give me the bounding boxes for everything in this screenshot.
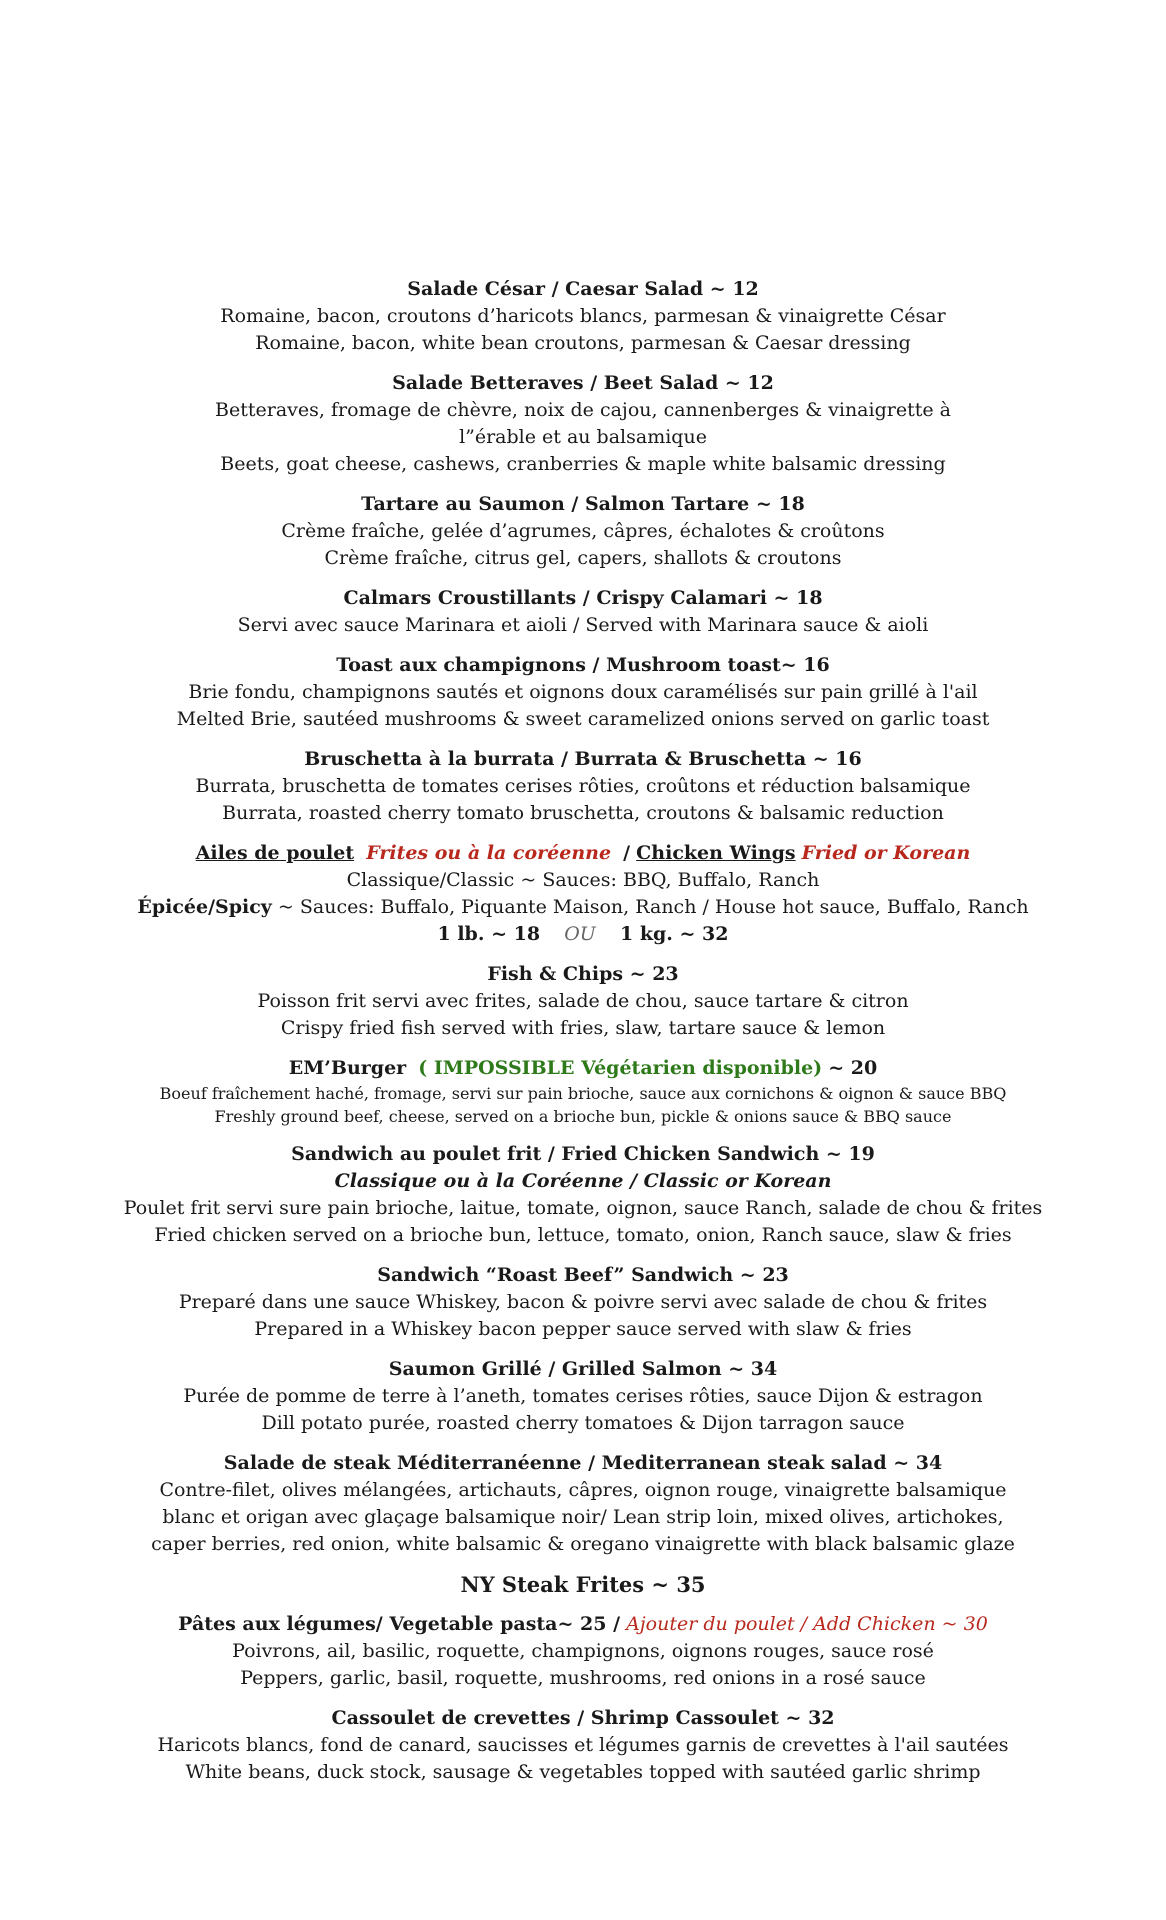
pasta-addon: Ajouter du poulet / Add Chicken ~ 30 (626, 1613, 988, 1635)
item-title: Tartare au Saumon / Salmon Tartare ~ 18 (361, 493, 805, 515)
item-desc-en: Crispy fried fish served with fries, slaw, tartare sauce & lemon (280, 1017, 886, 1039)
menu-item-vegetable-pasta (0, 1611, 1166, 1692)
menu-item-calamari (0, 585, 1166, 639)
wings-spicy-sauces: ~ Sauces: Buffalo, Piquante Maison, Ranch / House hot sauce, Buffalo, Ranch (277, 896, 1029, 918)
menu-item-burrata (0, 746, 1166, 827)
burger-price: ~ 20 (828, 1057, 878, 1079)
menu-item-steak-salad (0, 1450, 1166, 1558)
menu-item-burger (0, 1055, 1166, 1128)
item-title: Fish & Chips ~ 23 (487, 963, 679, 985)
pasta-title-line (0, 1611, 1166, 1638)
item-title: Calmars Croustillants / Crispy Calamari ~ 18 (343, 587, 823, 609)
wings-spicy-label: Épicée/Spicy (137, 896, 272, 918)
item-title: Sandwich au poulet frit / Fried Chicken Sandwich ~ 19 (291, 1143, 875, 1165)
item-title: Toast aux champignons / Mushroom toast~ 16 (336, 654, 830, 676)
wings-or: OU (564, 923, 596, 945)
item-desc-fr: Preparé dans une sauce Whiskey, bacon & poivre servi avec salade de chou & frites (178, 1291, 988, 1313)
item-title: Cassoulet de crevettes / Shrimp Cassoulet ~ 32 (331, 1707, 835, 1729)
item-title: Salade Betteraves / Beet Salad ~ 12 (392, 372, 774, 394)
item-desc-en: Melted Brie, sautéed mushrooms & sweet caramelized onions served on garlic toast (176, 708, 990, 730)
wings-title-line (0, 840, 1166, 867)
item-desc-fr: Poivrons, ail, basilic, roquette, champignons, oignons rouges, sauce rosé (232, 1640, 934, 1662)
item-desc-fr: Betteraves, fromage de chèvre, noix de cajou, cannenberges & vinaigrette à (215, 399, 951, 421)
item-desc-fr: Poulet frit servi sure pain brioche, laitue, tomate, oignon, sauce Ranch, salade de chou & frites (123, 1197, 1043, 1219)
item-desc-en: Burrata, roasted cherry tomato bruschetta, croutons & balsamic reduction (222, 802, 944, 824)
item-desc: Contre-filet, olives mélangées, artichauts, câpres, oignon rouge, vinaigrette balsamique blanc et origan avec glaçage balsamique noir/ Lean strip loin, mixed olives, artichokes, caper berries, red onion, white balsamic & oregano vinaigrette with black balsamic glaze (151, 1479, 1015, 1555)
item-desc-en: Prepared in a Whiskey bacon pepper sauce served with slaw & fries (254, 1318, 912, 1340)
item-desc-en: Dill potato purée, roasted cherry tomatoes & Dijon tarragon sauce (261, 1412, 905, 1434)
wings-price-large: 1 kg. ~ 32 (619, 923, 729, 945)
item-desc-fr: Haricots blancs, fond de canard, saucisses et légumes garnis de crevettes à l'ail sautées (157, 1734, 1009, 1756)
burger-veg-option: ( IMPOSSIBLE Végétarien disponible) (418, 1057, 823, 1079)
item-desc-fr: Brie fondu, champignons sautés et oignons doux caramélisés sur pain grillé à l'ail (188, 681, 978, 703)
item-desc-fr: Romaine, bacon, croutons d’haricots blancs, parmesan & vinaigrette César (220, 305, 946, 327)
menu-item-caesar (0, 276, 1166, 357)
burger-title: EM’Burger (288, 1057, 407, 1079)
item-desc-fr: Crème fraîche, gelée d’agrumes, câpres, échalotes & croûtons (281, 520, 885, 542)
item-desc-en: Romaine, bacon, white bean croutons, parmesan & Caesar dressing (255, 332, 911, 354)
wings-spicy-line (0, 894, 1166, 921)
item-desc-fr: Burrata, bruschetta de tomates cerises rôties, croûtons et réduction balsamique (195, 775, 971, 797)
item-desc-en: Fried chicken served on a brioche bun, lettuce, tomato, onion, Ranch sauce, slaw & fries (154, 1224, 1012, 1246)
item-desc-fr: Purée de pomme de terre à l’aneth, tomates cerises rôties, sauce Dijon & estragon (183, 1385, 983, 1407)
wings-separator: / (623, 842, 631, 864)
item-subtitle: Classique ou à la Coréenne / Classic or Korean (334, 1170, 832, 1192)
menu-item-mushroom-toast (0, 652, 1166, 733)
wings-option-en: Fried or Korean (801, 842, 971, 864)
menu-item-chicken-wings (0, 840, 1166, 948)
item-title: Sandwich “Roast Beef” Sandwich ~ 23 (377, 1264, 789, 1286)
wings-classic-label: Classique/Classic (346, 869, 515, 891)
item-desc: Servi avec sauce Marinara et aioli / Served with Marinara sauce & aioli (237, 614, 929, 636)
menu-item-roast-beef (0, 1262, 1166, 1343)
wings-price-line (0, 921, 1166, 948)
item-title: Bruschetta à la burrata / Burrata & Bruschetta ~ 16 (304, 748, 862, 770)
wings-classic-sauces: ~ Sauces: BBQ, Buffalo, Ranch (520, 869, 820, 891)
menu-item-fish-chips (0, 961, 1166, 1042)
item-desc-fr: Boeuf fraîchement haché, fromage, servi sur pain brioche, sauce aux cornichons & oignon & sauce BBQ (159, 1084, 1007, 1103)
menu-item-grilled-salmon (0, 1356, 1166, 1437)
menu-item-fried-chicken-sandwich (0, 1141, 1166, 1249)
item-title: Salade César / Caesar Salad ~ 12 (407, 278, 759, 300)
wings-classic-line (0, 867, 1166, 894)
wings-title-fr: Ailes de poulet (195, 842, 355, 864)
item-desc-fr: Poisson frit servi avec frites, salade de chou, sauce tartare & citron (257, 990, 909, 1012)
wings-title-en: Chicken Wings (636, 842, 796, 864)
item-desc-en: Freshly ground beef, cheese, served on a brioche bun, pickle & onions sauce & BBQ sauce (214, 1107, 952, 1126)
menu-item-beet-salad (0, 370, 1166, 478)
wings-option-fr: Frites ou à la coréenne (366, 842, 612, 864)
item-title: Saumon Grillé / Grilled Salmon ~ 34 (388, 1358, 778, 1380)
pasta-title: Pâtes aux légumes/ Vegetable pasta~ 25 / (178, 1613, 621, 1635)
menu-item-ny-steak (0, 1571, 1166, 1598)
wings-price-small: 1 lb. ~ 18 (437, 923, 541, 945)
item-desc-en: Peppers, garlic, basil, roquette, mushrooms, red onions in a rosé sauce (240, 1667, 926, 1689)
menu (0, 276, 1166, 1799)
menu-item-salmon-tartare (0, 491, 1166, 572)
item-desc-en: White beans, duck stock, sausage & vegetables topped with sautéed garlic shrimp (185, 1761, 981, 1783)
item-desc-en: Crème fraîche, citrus gel, capers, shallots & croutons (324, 547, 842, 569)
item-title: Salade de steak Méditerranéenne / Mediterranean steak salad ~ 34 (223, 1452, 943, 1474)
item-title: NY Steak Frites ~ 35 (460, 1572, 706, 1597)
burger-title-line (0, 1055, 1166, 1082)
item-desc-fr-cont: l”érable et au balsamique (459, 426, 707, 448)
item-desc-en: Beets, goat cheese, cashews, cranberries & maple white balsamic dressing (220, 453, 946, 475)
menu-item-shrimp-cassoulet (0, 1705, 1166, 1786)
